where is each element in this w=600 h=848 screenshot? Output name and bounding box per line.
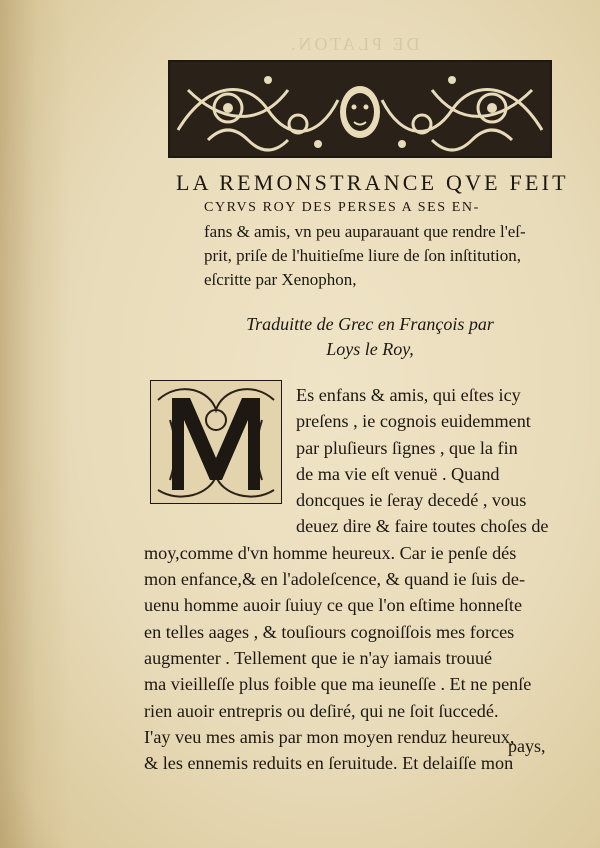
headpiece-monogram: F.I.V. [337, 146, 363, 155]
body-text [144, 382, 560, 776]
ornamental-headpiece [168, 60, 552, 158]
text-line: deuez dire & faire toutes choſes de [296, 516, 549, 537]
text-line: & les ennemis reduits en ſeruitude. Et delaiſſe mon [144, 753, 514, 774]
title-line: fans & amis, vn peu auparauant que rendre l'eſ- [204, 222, 526, 241]
page-edge-stain [0, 0, 70, 848]
text-line: de ma vie eſt venuë . Quand [296, 463, 500, 484]
text-line: rien auoir entrepris ou deſiré, qui ne ſoit ſuccedé. [144, 700, 499, 721]
text-line: Es enfans & amis, qui eſtes icy [296, 385, 521, 405]
text-line: preſens , ie cognois euidemment [296, 411, 531, 432]
title-line: CYRVS ROY DES PERSES A SES EN- [204, 200, 480, 215]
catchword: pays, [508, 736, 546, 756]
translator-line: Traduitte de Grec en François par [246, 314, 494, 334]
translator-credit [200, 312, 540, 362]
text-line: ma vieilleſſe plus foible que ma ieuneſſe . Et ne penſe [144, 674, 532, 695]
text-line: mon enfance,& en l'adoleſcence, & quand ie ſuis de- [144, 569, 526, 590]
text-line: uenu homme auoir ſuiuy ce que l'on eſtime honneſte [144, 595, 523, 616]
title-line: prit, priſe de l'huitieſme liure de ſon inſtitution, [204, 246, 522, 265]
text-line: moy,comme d'vn homme heureux. Car ie penſe dés [144, 542, 517, 563]
text-line: doncques ie ſeray decedé , vous [296, 490, 527, 511]
show-through-running-head: DE PLATON. [288, 34, 420, 54]
text-line: I'ay veu mes amis par mon moyen renduz heureux, [144, 726, 515, 747]
chapter-title: LA REMONSTRANCE QVE FEIT [176, 170, 569, 195]
title-line: eſcritte par Xenophon, [204, 270, 357, 289]
text-line: par pluſieurs ſignes , que la fin [296, 437, 518, 458]
title-continuation [204, 196, 554, 292]
translator-line: Loys le Roy, [326, 339, 414, 359]
text-line: augmenter . Tellement que ie n'ay iamais trouué [144, 647, 493, 668]
text-line: en telles aages , & touſiours cognoiſſois mes forces [144, 621, 515, 642]
